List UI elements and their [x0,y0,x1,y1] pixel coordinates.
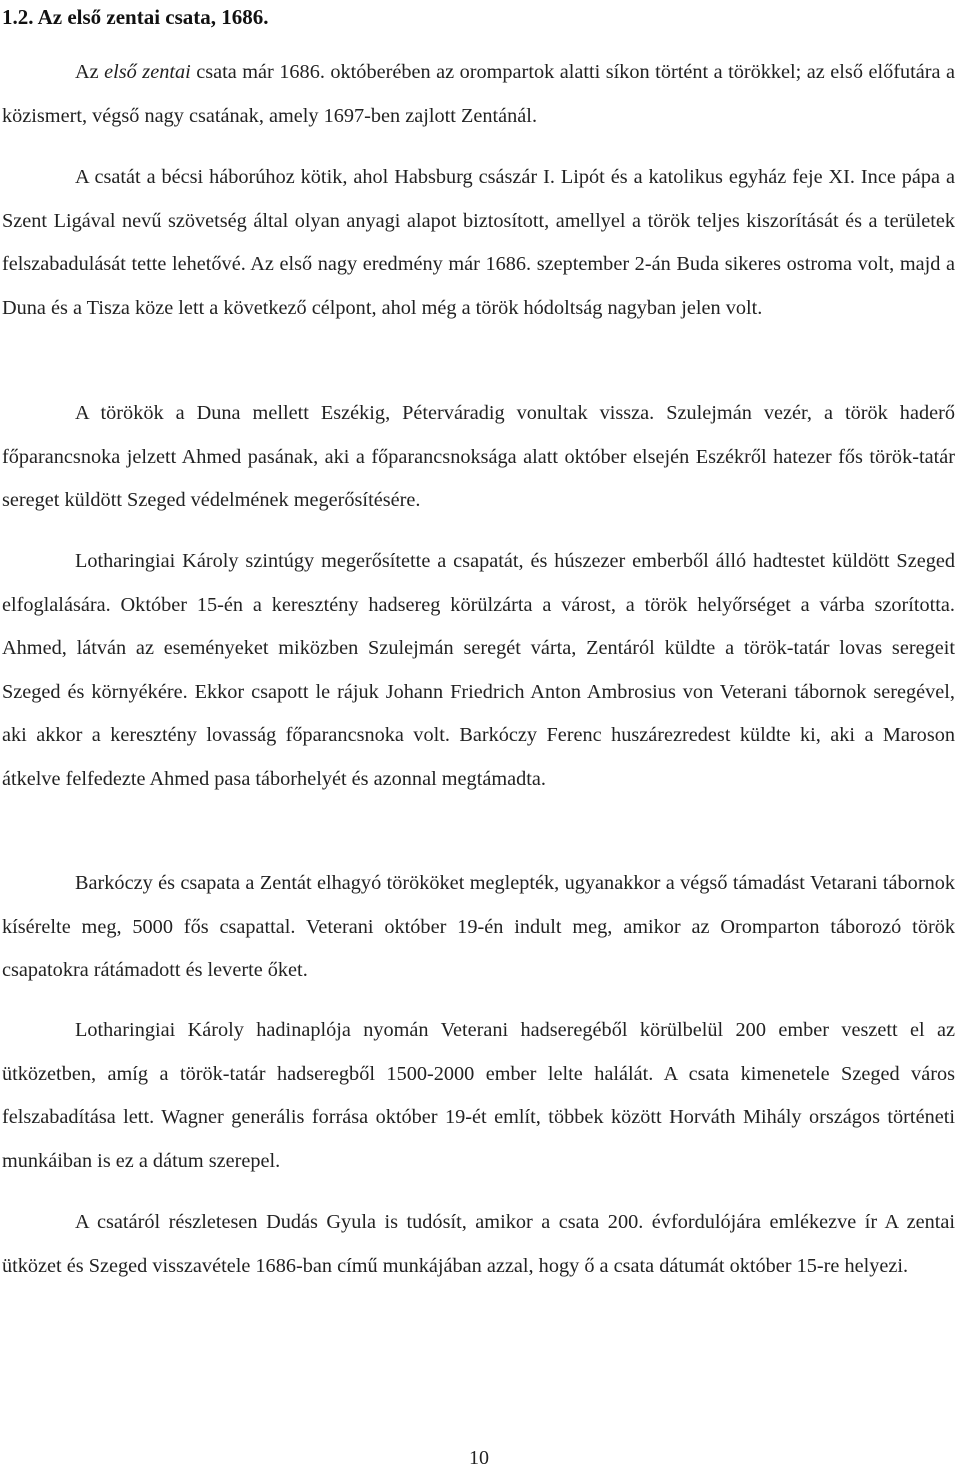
paragraph-7: A csatáról részletesen Dudás Gyula is tudósít, amikor a csata 200. évfordulójára emlékezve ír A zentai ütközet és Szeged visszavétele 1686-ban című munkájában azzal, hogy ő a csata dátumát október 15-re helyezi. [2,1211,955,1277]
paragraph-3: A törökök a Duna mellett Eszékig, Péterváradig vonultak vissza. Szulejmán vezér, a török haderő főparancsnoka jelzett Ahmed pasának, aki a főparancsnoksága alatt október elsején Eszékről hatezer fős török-tatár sereget küldött Szeged védelmének megerősítésére. [2,402,955,512]
paragraph-1 [2,51,955,138]
paragraph-6: Lotharingiai Károly hadinaplója nyomán Veterani hadseregéből körülbelül 200 ember veszett el az ütközetben, amíg a török-tatár hadseregből 1500-2000 ember lelte halálát. A csata kimenetele Szeged város felszabadítása lett. Wagner generális forrása október 19-ét említ, többek között Horváth Mihály országos történeti munkáiban is ez a dátum szerepel. [2,1019,955,1172]
paragraph-1-lead: Az [75,61,105,83]
section-heading: 1.2. Az első zentai csata, 1686. [2,5,269,29]
paragraph-1-rest: csata már 1686. októberében az orompartok alatti síkon történt a törökkel; az első előfutára a közismert, végső nagy csatának, amely 1697-ben zajlott Zentánál. [2,61,956,127]
paragraph-1-italic: első zentai [104,61,191,83]
paragraph-5: Barkóczy és csapata a Zentát elhagyó törököket meglepték, ugyanakkor a végső támadást Vetarani tábornok kísérelte meg, 5000 fős csapattal. Veterani október 19-én indult meg, amikor az Oromparton táborozó török csapatokra rátámadott és leverte őket. [2,872,955,982]
paragraph-2: A csatát a bécsi háborúhoz kötik, ahol Habsburg császár I. Lipót és a katolikus egyház feje XI. Ince pápa a Szent Ligával nevű szövetség által olyan anyagi alapot biztosított, amellyel a török teljes kiszorítását és a területek felszabadulását tette lehetővé. Az első nagy eredmény már 1686. szeptember 2-án Buda sikeres ostroma volt, majd a Duna és a Tisza köze lett a következő célpont, ahol még a török hódoltság nagyban jelen volt. [2,166,955,319]
paragraph-4: Lotharingiai Károly szintúgy megerősítette a csapatát, és húszezer emberből álló hadtestet küldött Szeged elfoglalására. Október 15-én a keresztény hadsereg körülzárta a várost, a török helyőrséget a várba szorította. Ahmed, látván az eseményeket miközben Szulejmán seregét várta, Zentáról küldte a török-tatár lovas seregeit Szeged és környékére. Ekkor csapott le rájuk Johann Friedrich Anton Ambrosius von Veterani tábornok seregével, aki akkor a keresztény lovasság főparancsnoka volt. Barkóczy Ferenc huszárezredest küldte ki, aki a Maroson átkelve felfedezte Ahmed pasa táborhelyét és azonnal megtámadta. [2,550,955,790]
page-number: 10 [469,1447,489,1469]
